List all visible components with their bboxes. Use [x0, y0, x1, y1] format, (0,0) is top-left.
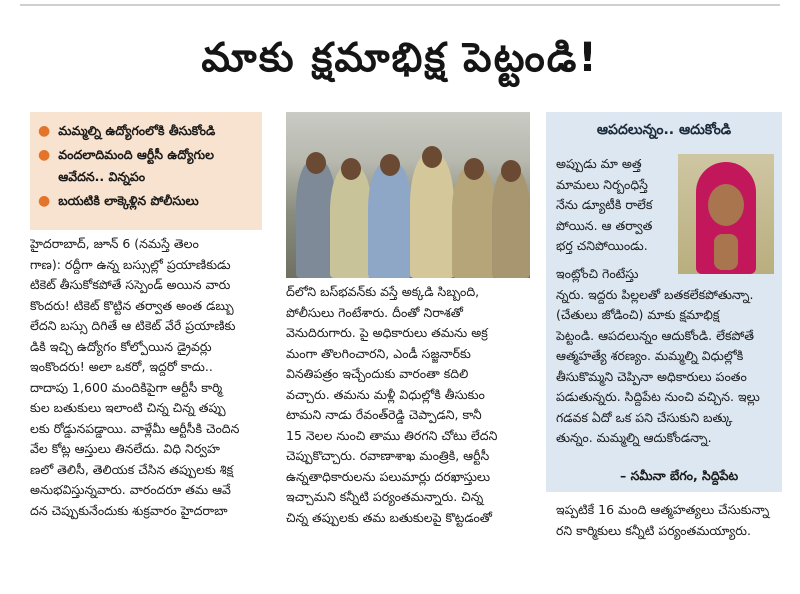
- highlights-box: [30, 112, 262, 230]
- bullet-dot-icon: ●: [38, 193, 51, 209]
- text-line: ఇంట్లోంచి గెంటేస్తు: [556, 266, 639, 281]
- highlight-item: [38, 144, 254, 188]
- text-line: ఉన్నతాధికారులను పలుమార్లు దరఖాస్తులు: [286, 468, 491, 484]
- text-line: నేను డ్యూటీకి రాలేక: [556, 197, 653, 212]
- text-line: 15 నెలల నుంచి తాము తిరగని చోటు లేదని: [286, 427, 498, 443]
- highlight-text: బయటికి లాక్కెళ్లిన పోలీసులు: [58, 193, 199, 208]
- text-line: వినతిపత్రం ఇచ్చేందుకు వారంతా కదిలి: [286, 366, 469, 381]
- text-line: వచ్చారు. తమను మళ్లీ విధుల్లోకి తీసుకుం: [286, 386, 485, 402]
- text-line: పోలీసులు గెంటేశారు. దీంతో నిరాశతో: [286, 304, 463, 320]
- bullet-dot-icon: ●: [38, 123, 51, 139]
- page-headline: మాకు క్షమాభిక్ష పెట్టండి!: [201, 35, 599, 81]
- text-line: న్నరు. ఇద్దరు పిల్లలతో బతకలేకపోతున్నా.: [556, 286, 754, 302]
- text-line: కుల బతుకులు ఇలాంటి చిన్న చిన్న తప్పు: [30, 400, 226, 415]
- text-line: కొందరు! టికెట్ కొట్టిన తర్వాత అంత డబ్బు: [30, 297, 234, 313]
- text-line: దాదాపు 1,600 మందికిపైగా ఆర్టీసీ కార్మి: [30, 379, 223, 395]
- text-line: అనుభవిస్తున్నవారు. వారందరూ తమ ఆవే: [30, 482, 231, 497]
- article-column-1: [30, 234, 282, 521]
- text-line: పోయిన. ఆ తర్వాత: [556, 217, 653, 233]
- text-line: రని కార్మికులు కన్నీటి పర్యంతమయ్యారు.: [556, 522, 751, 538]
- highlight-text: మమ్మల్ని ఉద్యోగంలోకి తీసుకోండి: [58, 123, 216, 138]
- text-line: చెప్పుకొచ్చారు. రవాణాశాఖ మంత్రికి, ఆర్టీసీ: [286, 448, 490, 463]
- top-rule: [20, 4, 780, 6]
- text-line: చిన్న తప్పులకు తమ బతుకులపై కొట్టడంతో: [286, 509, 493, 525]
- text-line: మంగా తొలగించారని, ఎండీ సజ్జనార్‌కు: [286, 345, 471, 361]
- text-line: పెట్టండి. ఆపదలున్నం ఆదుకోండి. లేకపోతే: [556, 327, 754, 343]
- text-line: హైదరాబాద్, జూన్ 6 (నమస్తే తెలం: [30, 236, 199, 251]
- text-line: ఇంకొందరు! అలా ఒకరో, ఇద్దరో కాదు..: [30, 359, 213, 374]
- sidebar-text-top: [556, 154, 674, 257]
- protest-photo: [286, 112, 530, 278]
- sidebar-title: ఆపదలున్నం.. ఆదుకోండి: [596, 122, 732, 138]
- highlight-item: [38, 120, 254, 142]
- text-line: (చేతులు జోడించి) మాకు క్షమాభిక్ష: [556, 307, 720, 322]
- text-line: మామలు నిర్బంధిస్తే: [556, 176, 648, 192]
- text-line: వేల కోట్ల ఆస్తులు తినలేదు. విధి నిర్వహ: [30, 441, 220, 456]
- text-line: ద్‌లోని బస్‌భవన్‌కు వస్తే అక్కడి సిబ్బంది,: [286, 284, 480, 299]
- bullet-dot-icon: ●: [38, 147, 51, 163]
- text-line: లేదని బస్సు దిగితే ఆ టికెట్ వేరే ప్రయాణికు: [30, 318, 236, 333]
- text-line: భర్త చనిపోయిండు.: [556, 238, 648, 253]
- highlight-text: వందలాదిమంది ఆర్టీసీ ఉద్యోగుల ఆవేదన.. విన్నపం: [58, 147, 214, 184]
- highlight-item: [38, 190, 254, 212]
- text-line: ఆత్మహత్యే శరణ్యం. మమ్మల్ని విధుల్లోకి: [556, 348, 744, 363]
- text-line: పడుతున్నరు. సిద్దిపేట నుంచి వచ్చిన. ఇల్లు: [556, 389, 760, 404]
- text-line: దన చెప్పుకునేందుకు శుక్రవారం హైదరాబా: [30, 502, 228, 518]
- text-line: ఇచ్చామని కన్నీటి పర్యంతమన్నారు. చిన్న: [286, 489, 484, 504]
- text-line: లకు రోడ్డునపడ్డాయి. వాళ్లేమీ ఆర్టీసీకి చెందిన: [30, 420, 240, 436]
- text-line: గడవక ఏదో ఒక పని చేసుకుని బత్కు: [556, 409, 733, 425]
- text-line: ణలో తెలిసీ, తెలియక చేసిన తప్పులకు శిక్ష: [30, 461, 234, 477]
- text-line: తీసుకొమ్మని చెప్పినా అధికారులు పంతం: [556, 368, 747, 384]
- woman-portrait: [678, 154, 774, 274]
- sidebar-text: [556, 264, 772, 449]
- article-column-2: [286, 282, 532, 528]
- text-line: ఇప్పటికే 16 మంది ఆత్మహత్యలు చేసుకున్నా: [556, 502, 770, 517]
- text-line: అప్పుడు మా అత్త: [556, 156, 642, 171]
- text-line: టామని నాడు రేవంత్‌రెడ్డి చెప్పాడని, కానీ: [286, 407, 482, 422]
- sidebar-signoff: – సమీనా బేగం, సిద్దిపేట: [620, 468, 739, 483]
- text-line: టికెట్ తీసుకోకపోతే సస్పెండ్ అయిన వారు: [30, 277, 231, 292]
- text-line: గాణ): రద్దీగా ఉన్న బస్సుల్లో ప్రయాణికుడు: [30, 256, 231, 272]
- text-line: వెనుదిరుగారు. పై అధికారులు తమను అక్ర: [286, 325, 488, 340]
- text-line: తున్నం. మమ్మల్ని ఆదుకోండన్నా.: [556, 430, 712, 445]
- text-line: డికి ఇచ్చి ఉద్యోగం కోల్పోయిన డ్రైవర్లు: [30, 338, 212, 354]
- article-column-3: [556, 500, 784, 541]
